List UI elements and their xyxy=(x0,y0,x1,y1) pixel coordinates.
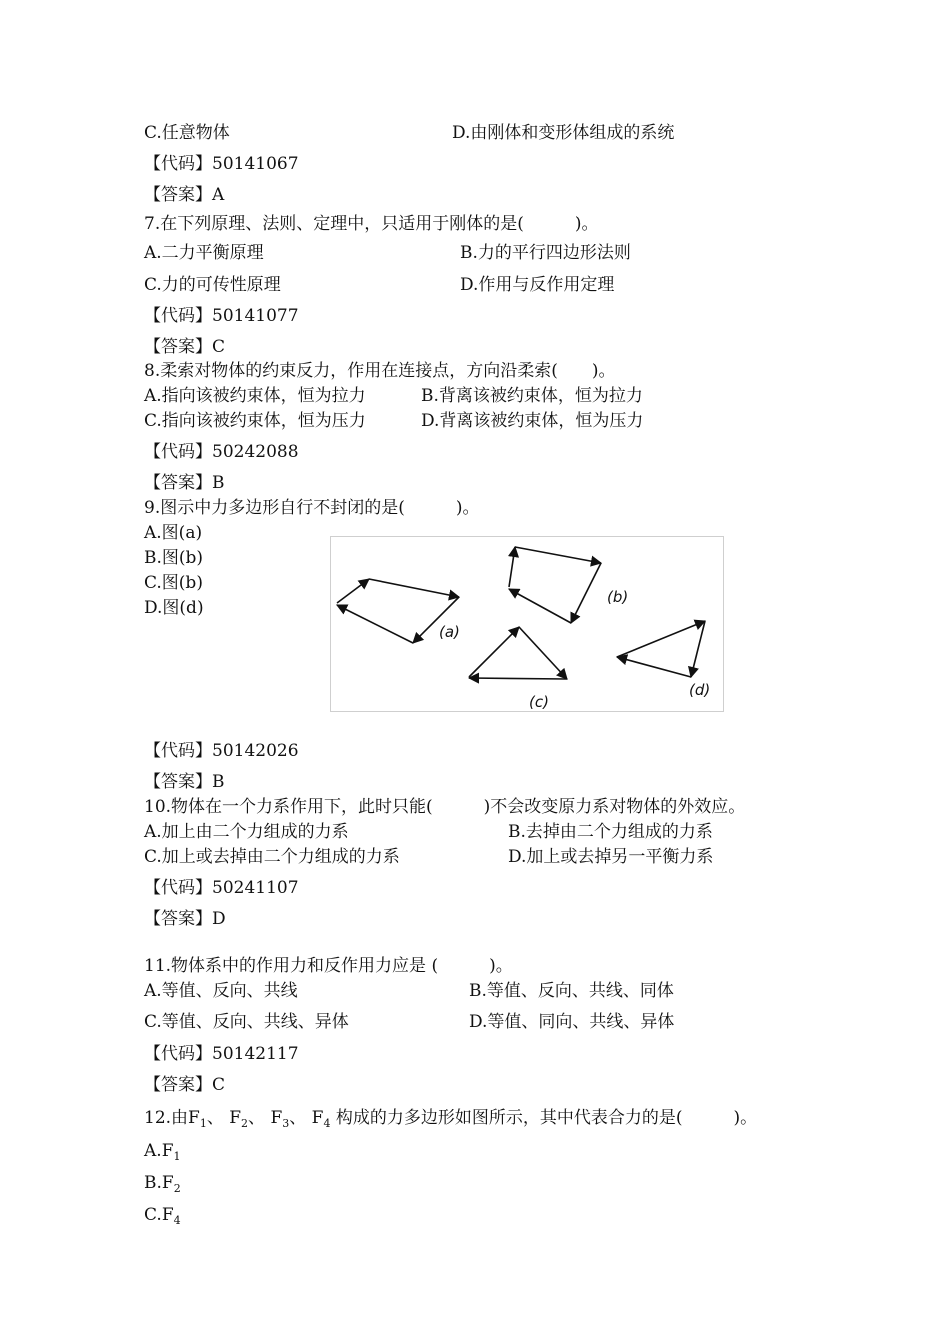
figure-label-b: (b) xyxy=(607,588,629,606)
q12-stem: 12.由$F_1$、 $F_2$、 $F_3$、 $F_4$ 构成的力多边形如图所示，其中代表合力的是( )。 xyxy=(144,1108,758,1130)
q11-option-c: C.等值、反向、共线、异体 xyxy=(144,1012,349,1032)
figure-b-arrow-1 xyxy=(509,547,515,587)
q7-answer: 【答案】C xyxy=(144,337,226,357)
q10-answer: 【答案】D xyxy=(144,909,226,929)
figure-c-arrow-1 xyxy=(469,627,519,677)
q10-option-d: D.加上或去掉另一平衡力系 xyxy=(508,847,714,867)
q7-option-d: D.作用与反作用定理 xyxy=(460,275,615,295)
figure-d-arrow-2 xyxy=(691,621,705,677)
figure-label-d: (d) xyxy=(689,681,711,699)
q8-option-d: D.背离该被约束体，恒为压力 xyxy=(421,411,644,431)
q6-option-c: C.任意物体 xyxy=(144,123,230,143)
figure-c-arrow-3 xyxy=(469,678,567,679)
q10-stem: 10.物体在一个力系作用下，此时只能( )不会改变原力系对物体的外效应。 xyxy=(144,797,746,817)
q9-option-b: B.图(b) xyxy=(144,548,204,568)
q11-code: 【代码】50142117 xyxy=(144,1044,299,1064)
q9-option-c: C.图(b) xyxy=(144,573,203,593)
force-polygon-figure xyxy=(330,536,724,712)
q10-option-c: C.加上或去掉由二个力组成的力系 xyxy=(144,847,400,867)
q6-answer: 【答案】A xyxy=(144,185,225,205)
q9-option-a: A.图(a) xyxy=(144,523,203,543)
q9-code: 【代码】50142026 xyxy=(144,741,299,761)
q11-option-d: D.等值、同向、共线、异体 xyxy=(469,1012,675,1032)
q8-option-a: A.指向该被约束体，恒为拉力 xyxy=(144,386,366,406)
q11-answer: 【答案】C xyxy=(144,1075,226,1095)
q9-answer: 【答案】B xyxy=(144,772,225,792)
q8-code: 【代码】50242088 xyxy=(144,442,299,462)
figure-b-arrow-2 xyxy=(515,547,601,563)
q8-answer: 【答案】B xyxy=(144,473,225,493)
figure-b-arrow-3 xyxy=(571,563,601,623)
q8-option-b: B.背离该被约束体，恒为拉力 xyxy=(421,386,643,406)
q7-code: 【代码】50141077 xyxy=(144,306,299,326)
figure-label-a: (a) xyxy=(439,623,460,641)
q12-option-b: $B.F_2$ xyxy=(144,1173,181,1195)
figure-b-arrow-4 xyxy=(509,589,571,623)
q9-stem: 9.图示中力多边形自行不封闭的是( )。 xyxy=(144,498,480,518)
figure-a-arrow-1 xyxy=(337,579,369,603)
q6-code: 【代码】50141067 xyxy=(144,154,299,174)
q12-option-a: $A.F_1$ xyxy=(144,1141,181,1163)
q12-option-c: $C.F_4$ xyxy=(144,1205,181,1227)
figure-label-c: (c) xyxy=(529,693,549,711)
figure-a-arrow-4 xyxy=(337,605,413,643)
q7-option-b: B.力的平行四边形法则 xyxy=(460,243,631,263)
q9-option-d: D.图(d) xyxy=(144,598,204,618)
figure-a-arrow-2 xyxy=(369,579,459,597)
q6-option-d: D.由刚体和变形体组成的系统 xyxy=(452,123,675,143)
q10-code: 【代码】50241107 xyxy=(144,878,299,898)
q11-option-a: A.等值、反向、共线 xyxy=(144,981,298,1001)
q8-stem: 8.柔索对物体的约束反力，作用在连接点，方向沿柔索( )。 xyxy=(144,361,616,381)
figure-d-arrow-3 xyxy=(617,657,691,677)
q11-option-b: B.等值、反向、共线、同体 xyxy=(469,981,674,1001)
q7-stem: 7.在下列原理、法则、定理中，只适用于刚体的是( )。 xyxy=(144,214,599,234)
q7-option-a: A.二力平衡原理 xyxy=(144,243,264,263)
q10-option-b: B.去掉由二个力组成的力系 xyxy=(508,822,713,842)
q8-option-c: C.指向该被约束体，恒为压力 xyxy=(144,411,366,431)
figure-c-arrow-2 xyxy=(519,627,567,679)
q11-stem: 11.物体系中的作用力和反作用力应是 ( )。 xyxy=(144,956,513,976)
q10-option-a: A.加上由二个力组成的力系 xyxy=(144,822,349,842)
figure-d-arrow-1 xyxy=(617,621,705,657)
q7-option-c: C.力的可传性原理 xyxy=(144,275,281,295)
